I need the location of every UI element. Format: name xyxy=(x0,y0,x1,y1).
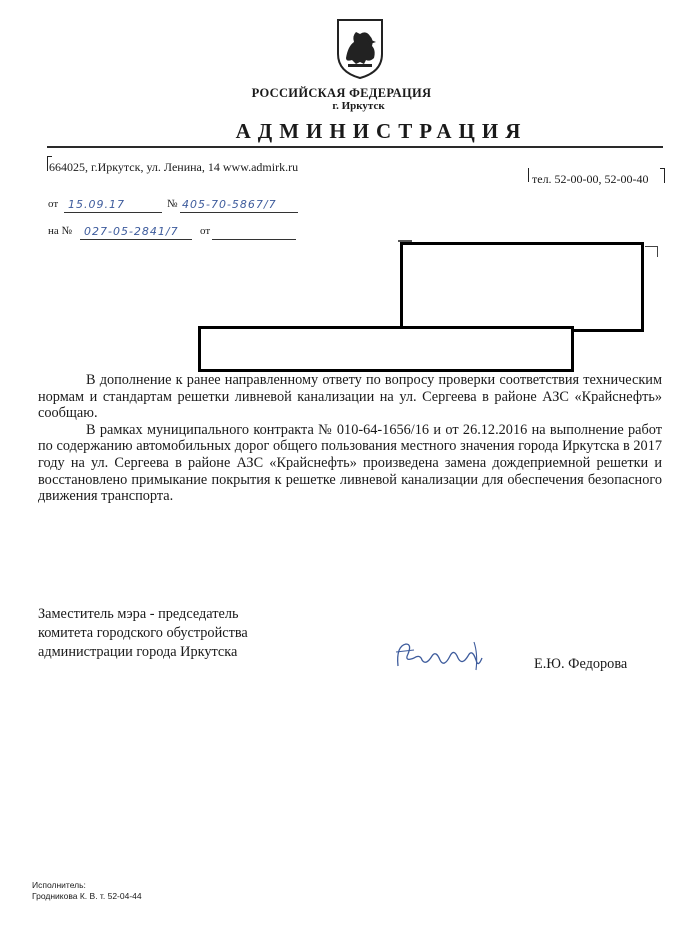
header-divider xyxy=(47,146,663,148)
signatory-name: Е.Ю. Федорова xyxy=(534,656,628,672)
country-name: РОССИЙСКАЯ ФЕДЕРАЦИЯ xyxy=(251,86,432,100)
reply-date-label: от xyxy=(200,225,211,237)
address-line: 664025, г.Иркутск, ул. Ленина, 14 www.admirk.ru xyxy=(49,160,299,174)
position-line-1: Заместитель мэра - председатель xyxy=(38,606,239,622)
page-title: АДМИНИСТРАЦИЯ xyxy=(235,119,528,143)
redacted-addressee-block xyxy=(400,242,644,332)
city-name: г. Иркутск xyxy=(332,100,385,112)
outgoing-number: 405-70-5867/7 xyxy=(182,198,277,211)
irkutsk-coat-of-arms-icon xyxy=(336,18,384,80)
address-corner-mark-right xyxy=(645,246,658,257)
reply-number: 027-05-2841/7 xyxy=(84,225,179,238)
redacted-salutation-block xyxy=(198,326,574,372)
date-label: от xyxy=(48,198,59,210)
reply-number-label: на № xyxy=(48,225,73,237)
position-line-2: комитета городского обустройства xyxy=(38,625,248,641)
executor-details: Гродникова К. В. т. 52-04-44 xyxy=(32,891,142,901)
executor-block xyxy=(32,880,142,902)
handwritten-signature xyxy=(392,636,492,676)
signatory-position xyxy=(38,605,248,662)
position-line-3: администрации города Иркутска xyxy=(38,644,238,660)
body-paragraph-1: В дополнение к ранее направленному ответу по вопросу проверки соответствия техническим нормам и стандартам решетки ливневой канализации на ул. Сергеева в районе АЗС «Крайснефть» сообщаю. xyxy=(38,372,662,422)
outgoing-date: 15.09.17 xyxy=(68,198,125,211)
phone-line: тел. 52-00-00, 52-00-40 xyxy=(532,172,649,186)
number-label: № xyxy=(167,198,178,210)
letter-body xyxy=(38,372,662,505)
body-paragraph-2: В рамках муниципального контракта № 010-64-1656/16 и от 26.12.2016 на выполнение работ по содержанию автомобильных дорог общего пользования местного значения города Иркутска в 2017 году на ул. Сергеева в районе АЗС «Крайснефть» произведена замена дождеприемной решетки и восстановлено примыкание покрытия к решетке ливневой канализации для обеспечения безопасного движения транспорта. xyxy=(38,421,662,505)
reply-date-underline xyxy=(212,226,296,240)
executor-label: Исполнитель: xyxy=(32,880,86,890)
phone-bracket-right xyxy=(660,168,665,183)
